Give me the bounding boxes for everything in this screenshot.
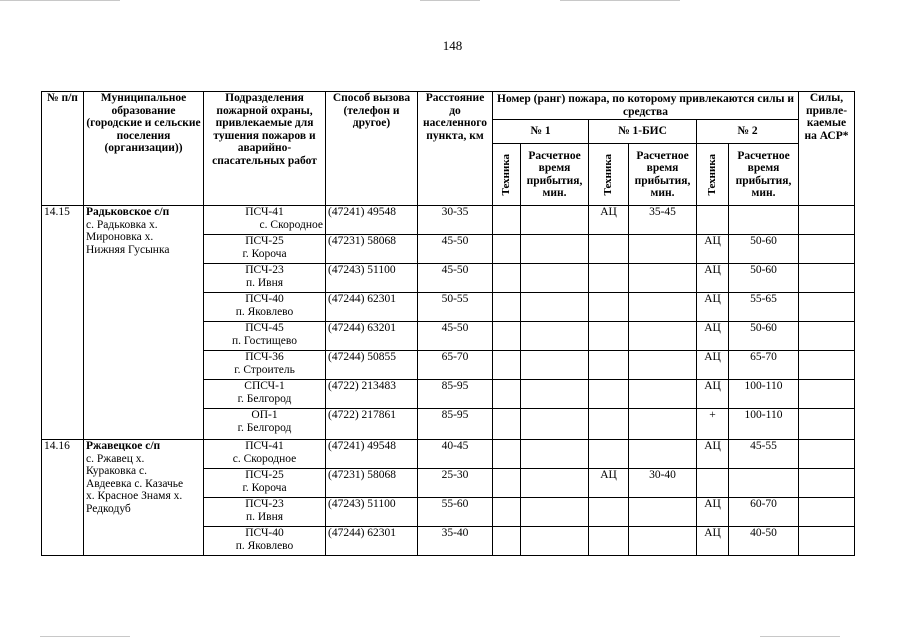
tech-2-cell: АЦ	[697, 527, 729, 556]
municipal-cell	[84, 206, 204, 440]
unit-name: ПСЧ-40	[245, 293, 284, 305]
municipal-places: с. Радьковка х. Мироновка х. Нижняя Гусынка	[86, 218, 170, 256]
distance-cell: 85-95	[418, 380, 493, 409]
arrival-2-cell: 100-110	[729, 409, 799, 440]
table-header	[42, 92, 855, 206]
tech-1bis-cell	[589, 527, 629, 556]
header-distance: Расстояние до населенного пункта, км	[418, 92, 493, 206]
unit-cell	[204, 409, 326, 440]
tech-1-cell	[493, 498, 521, 527]
distance-cell: 85-95	[418, 409, 493, 440]
arrival-2-cell: 65-70	[729, 351, 799, 380]
distance-cell: 35-40	[418, 527, 493, 556]
phone-cell: (47243) 51100	[326, 264, 418, 293]
scan-edge-line	[0, 0, 120, 1]
header-tech-label: Техника	[500, 153, 513, 196]
unit-name: ПСЧ-41	[245, 440, 284, 452]
header-arrival-1: Расчетное время прибытия, мин.	[521, 144, 589, 206]
unit-cell	[204, 440, 326, 469]
unit-place: г. Белгород	[237, 421, 292, 434]
header-rank-1: № 1	[493, 120, 589, 144]
tech-1-cell	[493, 440, 521, 469]
arrival-2-cell	[729, 469, 799, 498]
tech-2-cell	[697, 206, 729, 235]
tech-1bis-cell	[589, 498, 629, 527]
unit-place: г. Короча	[242, 247, 287, 260]
page-number: 148	[442, 38, 463, 53]
group-num: 14.16	[42, 440, 84, 556]
arrival-2-cell: 60-70	[729, 498, 799, 527]
tech-1-cell	[493, 264, 521, 293]
asr-cell	[799, 235, 855, 264]
header-tech-2	[697, 144, 729, 206]
unit-cell	[204, 206, 326, 235]
phone-cell: (47244) 62301	[326, 527, 418, 556]
arrival-2-cell: 55-65	[729, 293, 799, 322]
tech-1bis-cell	[589, 293, 629, 322]
tech-2-cell	[697, 469, 729, 498]
asr-cell	[799, 322, 855, 351]
tech-2-cell: АЦ	[697, 235, 729, 264]
tech-1-cell	[493, 469, 521, 498]
unit-name: ПСЧ-36	[245, 351, 284, 363]
arrival-1bis-cell	[629, 322, 697, 351]
arrival-1bis-cell	[629, 527, 697, 556]
asr-cell	[799, 527, 855, 556]
unit-place: п. Гостищево	[232, 334, 297, 347]
header-tech-1bis	[589, 144, 629, 206]
municipal-places: с. Ржавец х. Кураковка с. Авдеевка с. Казачье х. Красное Знамя х. Редкодуб	[86, 452, 184, 515]
arrival-1bis-cell	[629, 264, 697, 293]
tech-1bis-cell: АЦ	[589, 469, 629, 498]
group-num: 14.15	[42, 206, 84, 440]
tech-2-cell: АЦ	[697, 264, 729, 293]
unit-name: ПСЧ-40	[245, 527, 284, 539]
tech-1-cell	[493, 235, 521, 264]
header-municipal: Муниципальное образование (городские и сельские поселения (организации))	[84, 92, 204, 206]
scan-edge-line	[420, 0, 480, 1]
unit-place: г. Короча	[242, 481, 287, 494]
phone-cell: (47243) 51100	[326, 498, 418, 527]
arrival-2-cell: 100-110	[729, 380, 799, 409]
unit-place: г. Строитель	[234, 363, 295, 376]
tech-2-cell: АЦ	[697, 498, 729, 527]
tech-1bis-cell	[589, 235, 629, 264]
header-units: Подразделения пожарной охраны, привлекаемые для тушения пожаров и аварийно-спасательных работ	[204, 92, 326, 206]
unit-cell	[204, 498, 326, 527]
arrival-2-cell: 40-50	[729, 527, 799, 556]
tech-2-cell: АЦ	[697, 293, 729, 322]
unit-cell	[204, 235, 326, 264]
table-row	[42, 206, 855, 235]
tech-1-cell	[493, 380, 521, 409]
tech-1-cell	[493, 293, 521, 322]
unit-place: п. Яковлево	[235, 539, 294, 552]
phone-cell: (47241) 49548	[326, 206, 418, 235]
distance-cell: 65-70	[418, 351, 493, 380]
arrival-1bis-cell: 35-45	[629, 206, 697, 235]
arrival-1-cell	[521, 440, 589, 469]
unit-name: ПСЧ-25	[245, 235, 284, 247]
phone-cell: (4722) 217861	[326, 409, 418, 440]
arrival-1-cell	[521, 380, 589, 409]
arrival-1bis-cell	[629, 498, 697, 527]
table-body	[42, 206, 855, 556]
phone-cell: (47244) 63201	[326, 322, 418, 351]
arrival-2-cell: 50-60	[729, 322, 799, 351]
municipal-cell	[84, 440, 204, 556]
distance-cell: 40-45	[418, 440, 493, 469]
unit-cell	[204, 293, 326, 322]
header-arrival-1bis: Расчетное время прибытия, мин.	[629, 144, 697, 206]
unit-place: п. Яковлево	[235, 305, 294, 318]
asr-cell	[799, 498, 855, 527]
table-row	[42, 440, 855, 469]
arrival-1-cell	[521, 409, 589, 440]
asr-cell	[799, 440, 855, 469]
phone-cell: (47231) 58068	[326, 469, 418, 498]
header-num: № п/п	[42, 92, 84, 206]
unit-name: ПСЧ-45	[245, 322, 284, 334]
unit-name: ПСЧ-23	[245, 264, 284, 276]
asr-cell	[799, 264, 855, 293]
unit-name: ПСЧ-23	[245, 498, 284, 510]
arrival-1bis-cell	[629, 235, 697, 264]
tech-1-cell	[493, 351, 521, 380]
unit-place: г. Белгород	[237, 392, 292, 405]
tech-1bis-cell: АЦ	[589, 206, 629, 235]
asr-cell	[799, 293, 855, 322]
tech-1bis-cell	[589, 440, 629, 469]
header-arrival-2: Расчетное время прибытия, мин.	[729, 144, 799, 206]
phone-cell: (4722) 213483	[326, 380, 418, 409]
phone-cell: (47241) 49548	[326, 440, 418, 469]
tech-1bis-cell	[589, 322, 629, 351]
unit-cell	[204, 264, 326, 293]
unit-place: с. Скородное	[259, 218, 323, 231]
asr-cell	[799, 469, 855, 498]
arrival-1-cell	[521, 264, 589, 293]
unit-name: ПСЧ-41	[245, 206, 284, 218]
arrival-1bis-cell	[629, 293, 697, 322]
unit-cell	[204, 469, 326, 498]
header-asr: Силы, привле-каемые на АСР*	[799, 92, 855, 206]
distance-cell: 45-50	[418, 322, 493, 351]
unit-place: с. Скородное	[232, 452, 297, 465]
phone-cell: (47231) 58068	[326, 235, 418, 264]
municipal-title: Радьковское с/п	[86, 206, 170, 218]
tech-2-cell: АЦ	[697, 440, 729, 469]
arrival-1-cell	[521, 293, 589, 322]
scan-edge-line	[760, 636, 840, 637]
tech-1bis-cell	[589, 380, 629, 409]
arrival-1-cell	[521, 527, 589, 556]
tech-1bis-cell	[589, 264, 629, 293]
asr-cell	[799, 351, 855, 380]
fire-forces-table	[41, 91, 855, 556]
tech-1-cell	[493, 206, 521, 235]
distance-cell: 45-50	[418, 264, 493, 293]
arrival-1bis-cell	[629, 380, 697, 409]
tech-1bis-cell	[589, 351, 629, 380]
tech-2-cell: +	[697, 409, 729, 440]
header-rank-2: № 2	[697, 120, 799, 144]
header-rank: Номер (ранг) пожара, по которому привлекаются силы и средства	[493, 92, 799, 120]
unit-cell	[204, 527, 326, 556]
arrival-2-cell: 45-55	[729, 440, 799, 469]
header-tech-label: Техника	[602, 153, 615, 196]
header-method: Способ вызова (телефон и другое)	[326, 92, 418, 206]
tech-1-cell	[493, 322, 521, 351]
municipal-title: Ржавецкое с/п	[86, 440, 161, 452]
scan-edge-line	[560, 0, 680, 1]
unit-place: п. Ивня	[245, 276, 284, 289]
arrival-1-cell	[521, 235, 589, 264]
unit-name: СПСЧ-1	[244, 380, 285, 392]
tech-2-cell: АЦ	[697, 351, 729, 380]
header-tech-1	[493, 144, 521, 206]
arrival-1bis-cell	[629, 440, 697, 469]
unit-cell	[204, 322, 326, 351]
unit-name: ОП-1	[251, 409, 278, 421]
header-tech-label: Техника	[706, 153, 719, 196]
tech-1-cell	[493, 409, 521, 440]
tech-1bis-cell	[589, 409, 629, 440]
asr-cell	[799, 206, 855, 235]
arrival-1-cell	[521, 206, 589, 235]
arrival-1bis-cell	[629, 351, 697, 380]
distance-cell: 45-50	[418, 235, 493, 264]
unit-place: п. Ивня	[245, 510, 284, 523]
distance-cell: 25-30	[418, 469, 493, 498]
distance-cell: 55-60	[418, 498, 493, 527]
scan-edge-line	[40, 636, 130, 637]
arrival-2-cell: 50-60	[729, 235, 799, 264]
arrival-1-cell	[521, 322, 589, 351]
tech-2-cell: АЦ	[697, 380, 729, 409]
arrival-1bis-cell: 30-40	[629, 469, 697, 498]
distance-cell: 50-55	[418, 293, 493, 322]
arrival-2-cell: 50-60	[729, 264, 799, 293]
asr-cell	[799, 380, 855, 409]
unit-cell	[204, 351, 326, 380]
arrival-1-cell	[521, 351, 589, 380]
phone-cell: (47244) 50855	[326, 351, 418, 380]
tech-1-cell	[493, 527, 521, 556]
unit-name: ПСЧ-25	[245, 469, 284, 481]
arrival-1-cell	[521, 469, 589, 498]
header-rank-1-bis: № 1-БИС	[589, 120, 697, 144]
asr-cell	[799, 409, 855, 440]
phone-cell: (47244) 62301	[326, 293, 418, 322]
arrival-2-cell	[729, 206, 799, 235]
arrival-1bis-cell	[629, 409, 697, 440]
arrival-1-cell	[521, 498, 589, 527]
distance-cell: 30-35	[418, 206, 493, 235]
unit-cell	[204, 380, 326, 409]
tech-2-cell: АЦ	[697, 322, 729, 351]
